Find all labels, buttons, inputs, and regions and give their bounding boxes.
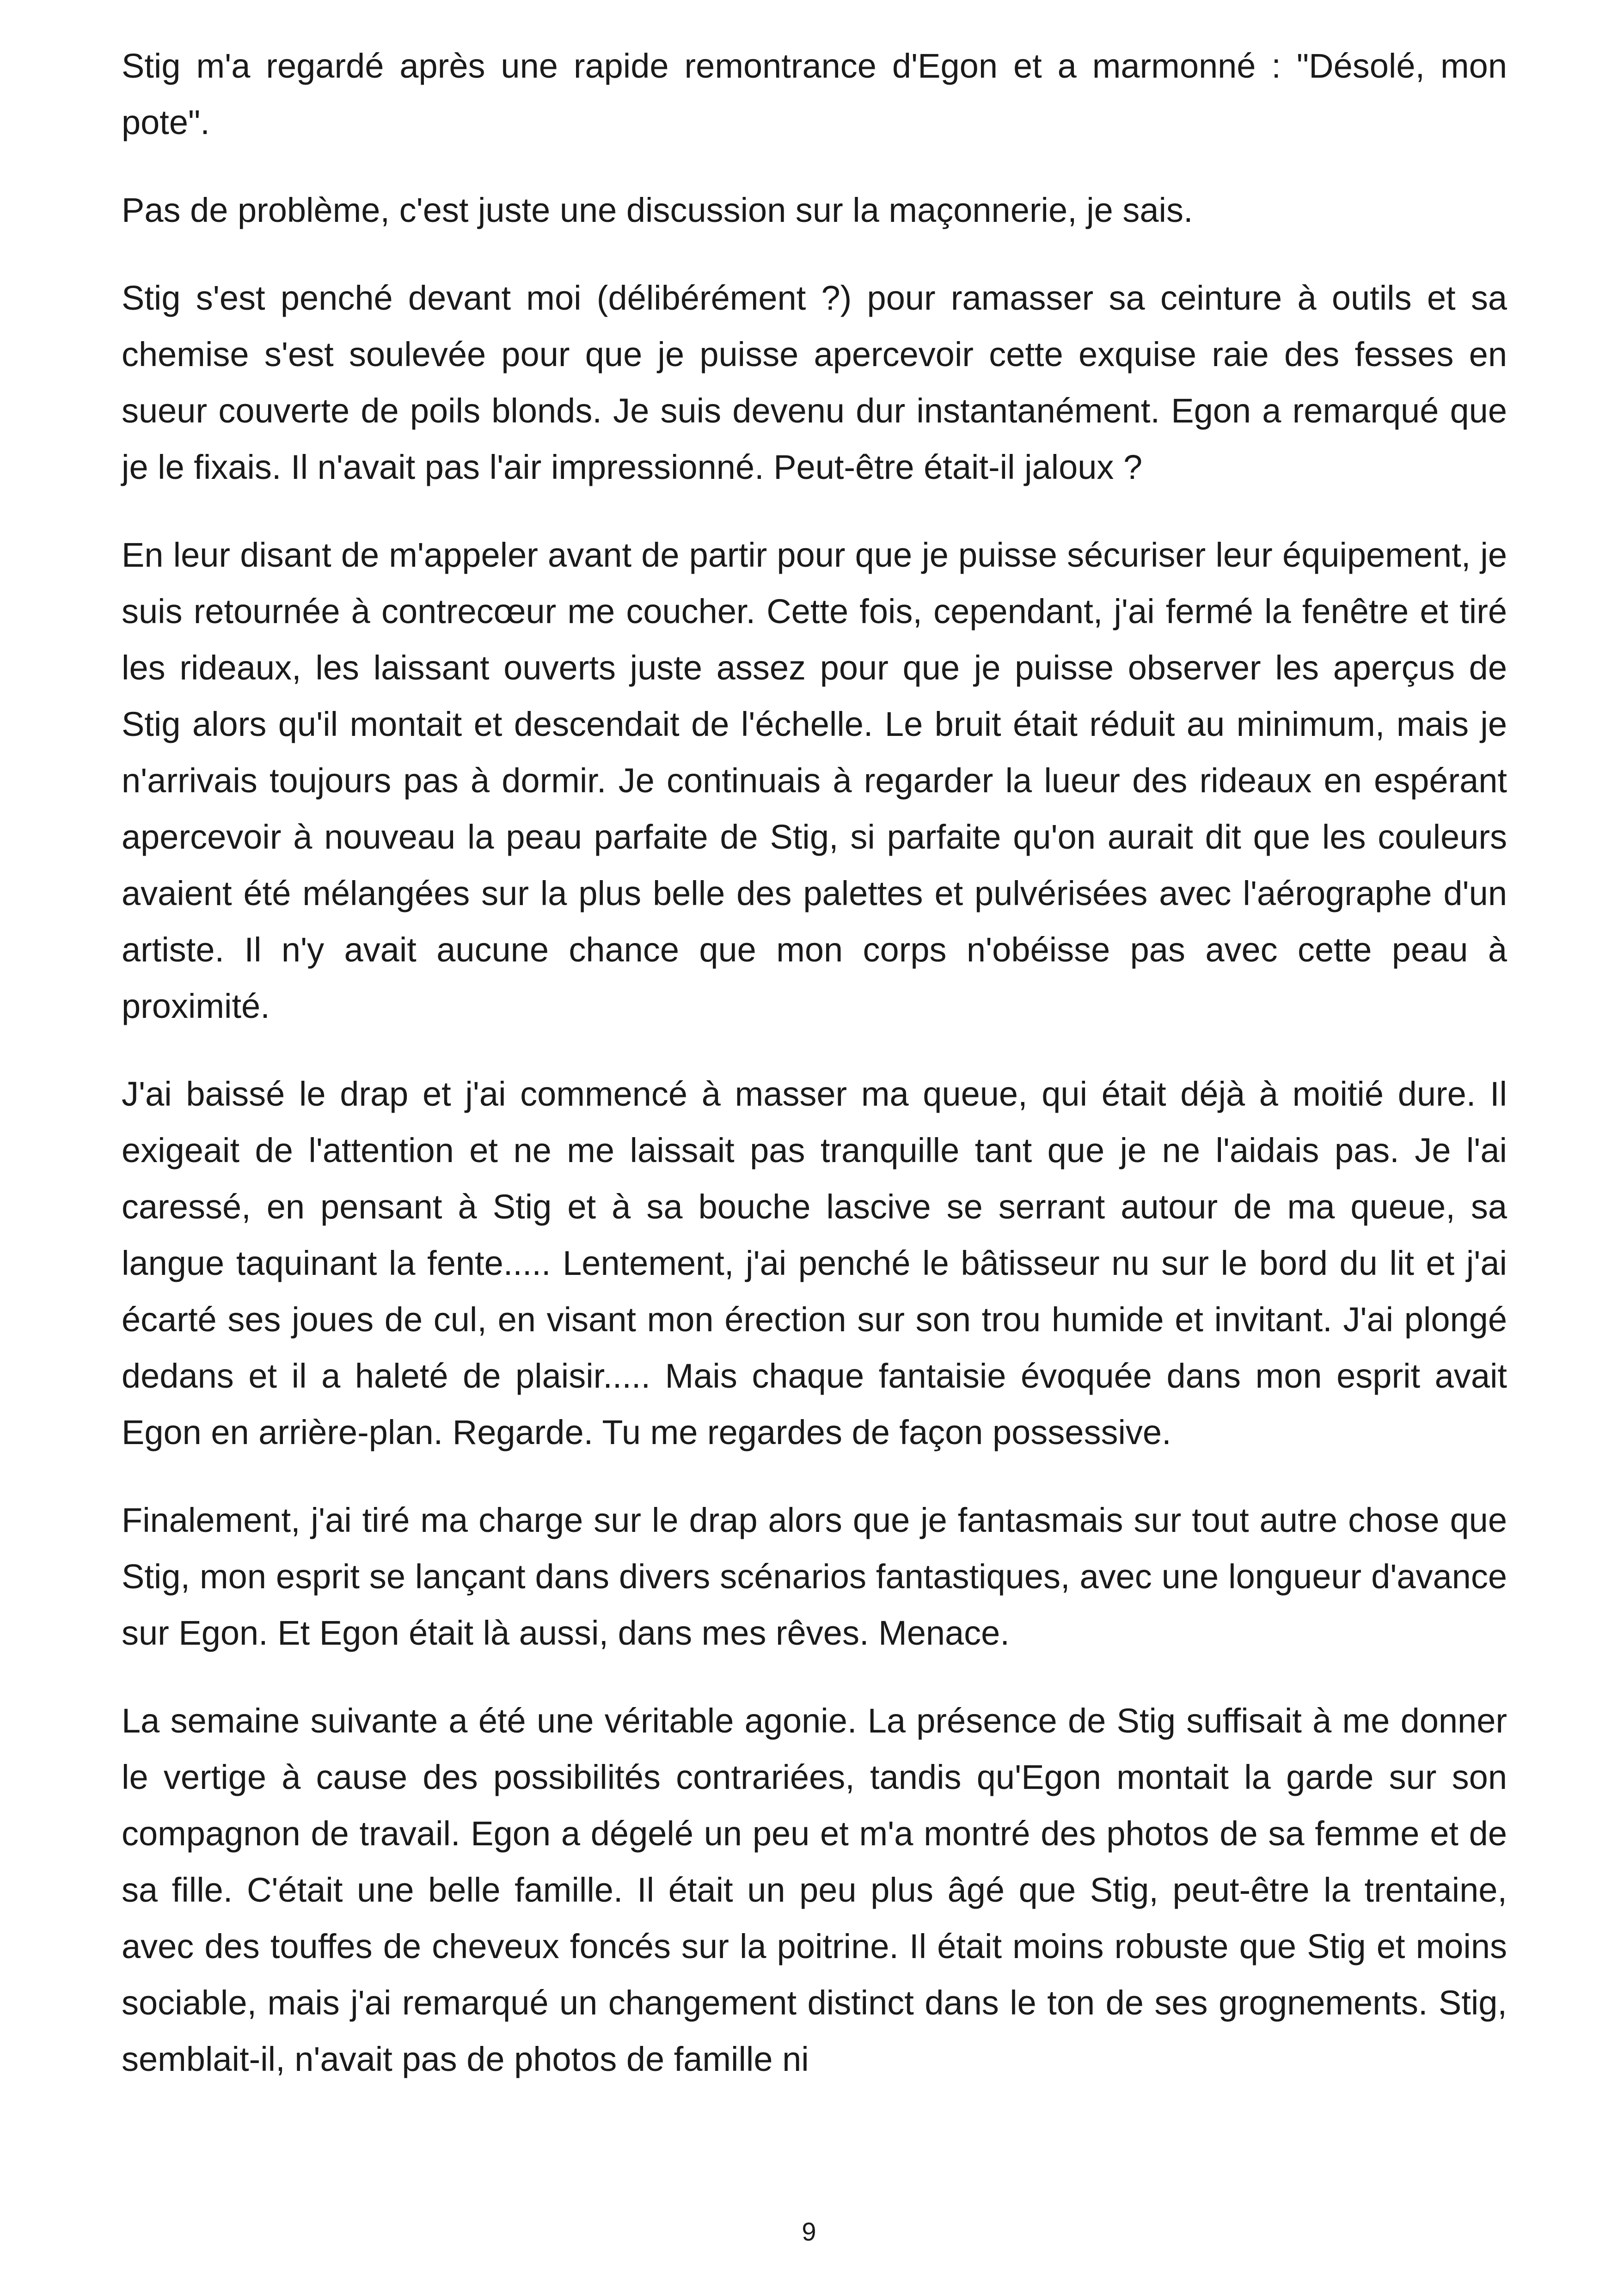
paragraph-6: Finalement, j'ai tiré ma charge sur le drap alors que je fantasmais sur tout autre chose que Stig, mon esprit se lançant dans divers scénarios fantastiques, avec une longueur d'avance sur Egon. Et Egon était là aussi, dans mes rêves. Menace. — [122, 1501, 1507, 1652]
page-number: 9 — [802, 2217, 816, 2246]
paragraph-7: La semaine suivante a été une véritable agonie. La présence de Stig suffisait à me donner le vertige à cause des possibilités contrariées, tandis qu'Egon montait la garde sur son compagnon de travail. Egon a dégelé un peu et m'a montré des photos de sa femme et de sa fille. C'était une belle famille. Il était un peu plus âgé que Stig, peut-être la trentaine, avec des touffes de cheveux foncés sur la poitrine. Il était moins robuste que Stig et moins sociable, mais j'ai remarqué un changement distinct dans le ton de ses grognements. Stig, semblait-il, n'avait pas de photos de famille ni — [122, 1702, 1507, 2078]
paragraph-1: Stig m'a regardé après une rapide remontrance d'Egon et a marmonné : "Désolé, mon pote". — [122, 47, 1507, 141]
paragraph-2: Pas de problème, c'est juste une discussion sur la maçonnerie, je sais. — [122, 191, 1193, 229]
body-text — [122, 38, 1507, 2119]
paragraph-3: Stig s'est penché devant moi (délibérément ?) pour ramasser sa ceinture à outils et sa chemise s'est soulevée pour que je puisse apercevoir cette exquise raie des fesses en sueur couverte de poils blonds. Je suis devenu dur instantanément. Egon a remarqué que je le fixais. Il n'avait pas l'air impressionné. Peut-être était-il jaloux ? — [122, 279, 1507, 486]
paragraph-5: J'ai baissé le drap et j'ai commencé à masser ma queue, qui était déjà à moitié dure. Il exigeait de l'attention et ne me laissait pas tranquille tant que je ne l'aidais pas. Je l'ai caressé, en pensant à Stig et à sa bouche lascive se serrant autour de ma queue, sa langue taquinant la fente..... Lentement, j'ai penché le bâtisseur nu sur le bord du lit et j'ai écarté ses joues de cul, en visant mon érection sur son trou humide et invitant. J'ai plongé dedans et il a haleté de plaisir..... Mais chaque fantaisie évoquée dans mon esprit avait Egon en arrière-plan. Regarde. Tu me regardes de façon possessive. — [122, 1075, 1507, 1451]
paragraph-4: En leur disant de m'appeler avant de partir pour que je puisse sécuriser leur équipement, je suis retournée à contrecœur me coucher. Cette fois, cependant, j'ai fermé la fenêtre et tiré les rideaux, les laissant ouverts juste assez pour que je puisse observer les aperçus de Stig alors qu'il montait et descendait de l'échelle. Le bruit était réduit au minimum, mais je n'arrivais toujours pas à dormir. Je continuais à regarder la lueur des rideaux en espérant apercevoir à nouveau la peau parfaite de Stig, si parfaite qu'on aurait dit que les couleurs avaient été mélangées sur la plus belle des palettes et pulvérisées avec l'aérographe d'un artiste. Il n'y avait aucune chance que mon corps n'obéisse pas avec cette peau à proximité. — [122, 536, 1507, 1025]
